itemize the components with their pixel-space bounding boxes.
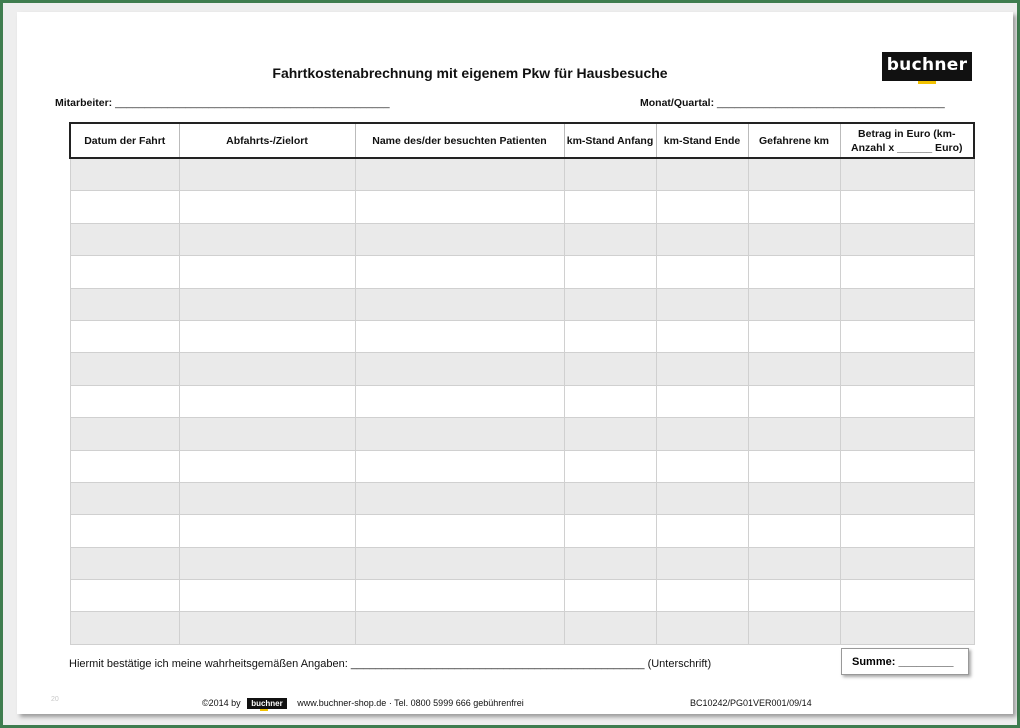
- table-row: [70, 288, 974, 320]
- table-cell[interactable]: [564, 450, 656, 482]
- table-cell[interactable]: [748, 385, 840, 417]
- table-cell[interactable]: [179, 385, 355, 417]
- table-cell[interactable]: [355, 223, 564, 255]
- table-cell[interactable]: [564, 223, 656, 255]
- table-cell[interactable]: [70, 515, 179, 547]
- table-cell[interactable]: [748, 158, 840, 191]
- table-cell[interactable]: [564, 353, 656, 385]
- table-cell[interactable]: [840, 320, 974, 352]
- table-cell[interactable]: [656, 385, 748, 417]
- employee-line: _______________________________________________: [115, 97, 390, 109]
- table-cell[interactable]: [748, 353, 840, 385]
- table-header-row: [70, 123, 974, 158]
- table-cell[interactable]: [70, 223, 179, 255]
- table-cell[interactable]: [656, 158, 748, 191]
- table-cell[interactable]: [748, 320, 840, 352]
- table-cell[interactable]: [840, 223, 974, 255]
- footer-code: BC10242/PG01VER001/09/14: [690, 698, 812, 708]
- column-header-km-start: km-Stand Anfang: [564, 123, 656, 158]
- table-cell[interactable]: [840, 158, 974, 191]
- table-cell[interactable]: [748, 223, 840, 255]
- table-cell[interactable]: [656, 515, 748, 547]
- table-cell[interactable]: [70, 482, 179, 514]
- column-header-date: Datum der Fahrt: [70, 123, 179, 158]
- table-cell[interactable]: [355, 288, 564, 320]
- table-cell[interactable]: [355, 515, 564, 547]
- table-cell[interactable]: [840, 353, 974, 385]
- table-cell[interactable]: [355, 191, 564, 223]
- table-cell[interactable]: [564, 288, 656, 320]
- column-header-km-end: km-Stand Ende: [656, 123, 748, 158]
- table-cell[interactable]: [840, 482, 974, 514]
- table-cell[interactable]: [840, 288, 974, 320]
- table-cell[interactable]: [748, 256, 840, 288]
- table-cell[interactable]: [748, 288, 840, 320]
- table-cell[interactable]: [564, 320, 656, 352]
- column-header-amount: Betrag in Euro (km-Anzahl x ______ Euro): [840, 123, 974, 158]
- table-cell[interactable]: [70, 580, 179, 612]
- table-cell[interactable]: [748, 191, 840, 223]
- table-cell[interactable]: [656, 256, 748, 288]
- column-header-patients: Name des/der besuchten Patienten: [355, 123, 564, 158]
- table-cell[interactable]: [70, 320, 179, 352]
- table-cell[interactable]: [355, 482, 564, 514]
- table-cell[interactable]: [70, 288, 179, 320]
- table-cell[interactable]: [748, 580, 840, 612]
- table-cell[interactable]: [179, 223, 355, 255]
- footer-logo-text: buchner: [251, 699, 283, 709]
- table-cell[interactable]: [70, 191, 179, 223]
- table-cell[interactable]: [748, 482, 840, 514]
- table-cell[interactable]: [355, 547, 564, 579]
- table-cell[interactable]: [840, 547, 974, 579]
- table-body: [70, 158, 974, 644]
- table-cell[interactable]: [564, 547, 656, 579]
- logo-text: buchner: [886, 55, 968, 75]
- period-label: Monat/Quartal:: [640, 97, 715, 109]
- document-frame: [3, 3, 1017, 725]
- table-cell[interactable]: [564, 256, 656, 288]
- table-row: [70, 320, 974, 352]
- table-cell[interactable]: [179, 256, 355, 288]
- table-cell[interactable]: [355, 353, 564, 385]
- table-cell[interactable]: [748, 547, 840, 579]
- table-cell[interactable]: [179, 515, 355, 547]
- table-cell[interactable]: [179, 580, 355, 612]
- table-cell[interactable]: [840, 612, 974, 644]
- table-cell[interactable]: [748, 418, 840, 450]
- table-cell[interactable]: [656, 320, 748, 352]
- table-cell[interactable]: [355, 418, 564, 450]
- logo-accent-bar: [918, 81, 936, 84]
- table-cell[interactable]: [70, 450, 179, 482]
- table-cell[interactable]: [840, 418, 974, 450]
- employee-field[interactable]: [55, 97, 390, 109]
- table-cell[interactable]: [179, 547, 355, 579]
- table-cell[interactable]: [656, 580, 748, 612]
- table-cell[interactable]: [179, 191, 355, 223]
- table-cell[interactable]: [840, 191, 974, 223]
- table-cell[interactable]: [656, 191, 748, 223]
- buchner-logo: [882, 52, 972, 81]
- table-cell[interactable]: [656, 288, 748, 320]
- table-row: [70, 256, 974, 288]
- table-cell[interactable]: [748, 450, 840, 482]
- footer-copyright: [202, 698, 524, 709]
- table-cell[interactable]: [70, 353, 179, 385]
- table-cell[interactable]: [70, 612, 179, 644]
- table-cell[interactable]: [355, 580, 564, 612]
- table-row: [70, 547, 974, 579]
- table-row: [70, 385, 974, 417]
- footer-contact: www.buchner-shop.de · Tel. 0800 5999 666 gebührenfrei: [297, 698, 524, 708]
- table-cell[interactable]: [656, 353, 748, 385]
- table-cell[interactable]: [70, 256, 179, 288]
- table-row: [70, 580, 974, 612]
- table-cell[interactable]: [748, 612, 840, 644]
- table-cell[interactable]: [564, 385, 656, 417]
- table-cell[interactable]: [179, 418, 355, 450]
- table-cell[interactable]: [355, 612, 564, 644]
- table-cell[interactable]: [355, 320, 564, 352]
- table-cell[interactable]: [656, 612, 748, 644]
- table-cell[interactable]: [656, 418, 748, 450]
- page-number: 20: [51, 696, 59, 703]
- employee-label: Mitarbeiter:: [55, 97, 113, 109]
- table-cell[interactable]: [564, 515, 656, 547]
- table-row: [70, 353, 974, 385]
- table-cell[interactable]: [840, 385, 974, 417]
- table-cell[interactable]: [179, 320, 355, 352]
- table-cell[interactable]: [70, 385, 179, 417]
- table-cell[interactable]: [656, 482, 748, 514]
- table-cell[interactable]: [70, 418, 179, 450]
- table-cell[interactable]: [355, 385, 564, 417]
- table-cell[interactable]: [564, 580, 656, 612]
- table-cell[interactable]: [564, 482, 656, 514]
- table-cell[interactable]: [840, 256, 974, 288]
- confirmation-statement: Hiermit bestätige ich meine wahrheitsgemäßen Angaben: ________________________________________________ (Unterschrift): [69, 658, 712, 670]
- table-cell[interactable]: [656, 547, 748, 579]
- table-row: [70, 612, 974, 644]
- table-cell[interactable]: [179, 612, 355, 644]
- footer-logo: [247, 698, 287, 709]
- column-header-km-driven: Gefahrene km: [748, 123, 840, 158]
- table-cell[interactable]: [179, 353, 355, 385]
- footer-copyright-text: ©2014 by: [202, 698, 241, 708]
- table-cell[interactable]: [564, 158, 656, 191]
- table-cell[interactable]: [179, 450, 355, 482]
- table-cell[interactable]: [564, 418, 656, 450]
- period-field[interactable]: [640, 97, 945, 109]
- table-cell[interactable]: [656, 450, 748, 482]
- table-cell[interactable]: [179, 158, 355, 191]
- table-row: [70, 418, 974, 450]
- form-page: [17, 12, 1013, 714]
- table-cell[interactable]: [840, 580, 974, 612]
- table-cell[interactable]: [564, 612, 656, 644]
- summe-label: Summe: _________: [852, 656, 954, 668]
- table-cell[interactable]: [748, 515, 840, 547]
- column-header-route: Abfahrts-/Zielort: [179, 123, 355, 158]
- form-title: Fahrtkostenabrechnung mit eigenem Pkw für Hausbesuche: [272, 65, 668, 81]
- table-row: [70, 158, 974, 191]
- travel-cost-table: [69, 122, 975, 645]
- table-cell[interactable]: [179, 482, 355, 514]
- table-row: [70, 450, 974, 482]
- table-cell[interactable]: [355, 450, 564, 482]
- table-row: [70, 515, 974, 547]
- table-row: [70, 191, 974, 223]
- table-cell[interactable]: [840, 515, 974, 547]
- table-cell[interactable]: [179, 288, 355, 320]
- table-cell[interactable]: [564, 191, 656, 223]
- table-cell[interactable]: [840, 450, 974, 482]
- table-row: [70, 223, 974, 255]
- table-cell[interactable]: [355, 256, 564, 288]
- table-cell[interactable]: [70, 547, 179, 579]
- table-cell[interactable]: [656, 223, 748, 255]
- table-cell[interactable]: [355, 158, 564, 191]
- table-cell[interactable]: [70, 158, 179, 191]
- period-line: _______________________________________: [717, 97, 945, 109]
- table-row: [70, 482, 974, 514]
- footer-logo-accent: [260, 709, 268, 711]
- summe-box[interactable]: [841, 648, 969, 675]
